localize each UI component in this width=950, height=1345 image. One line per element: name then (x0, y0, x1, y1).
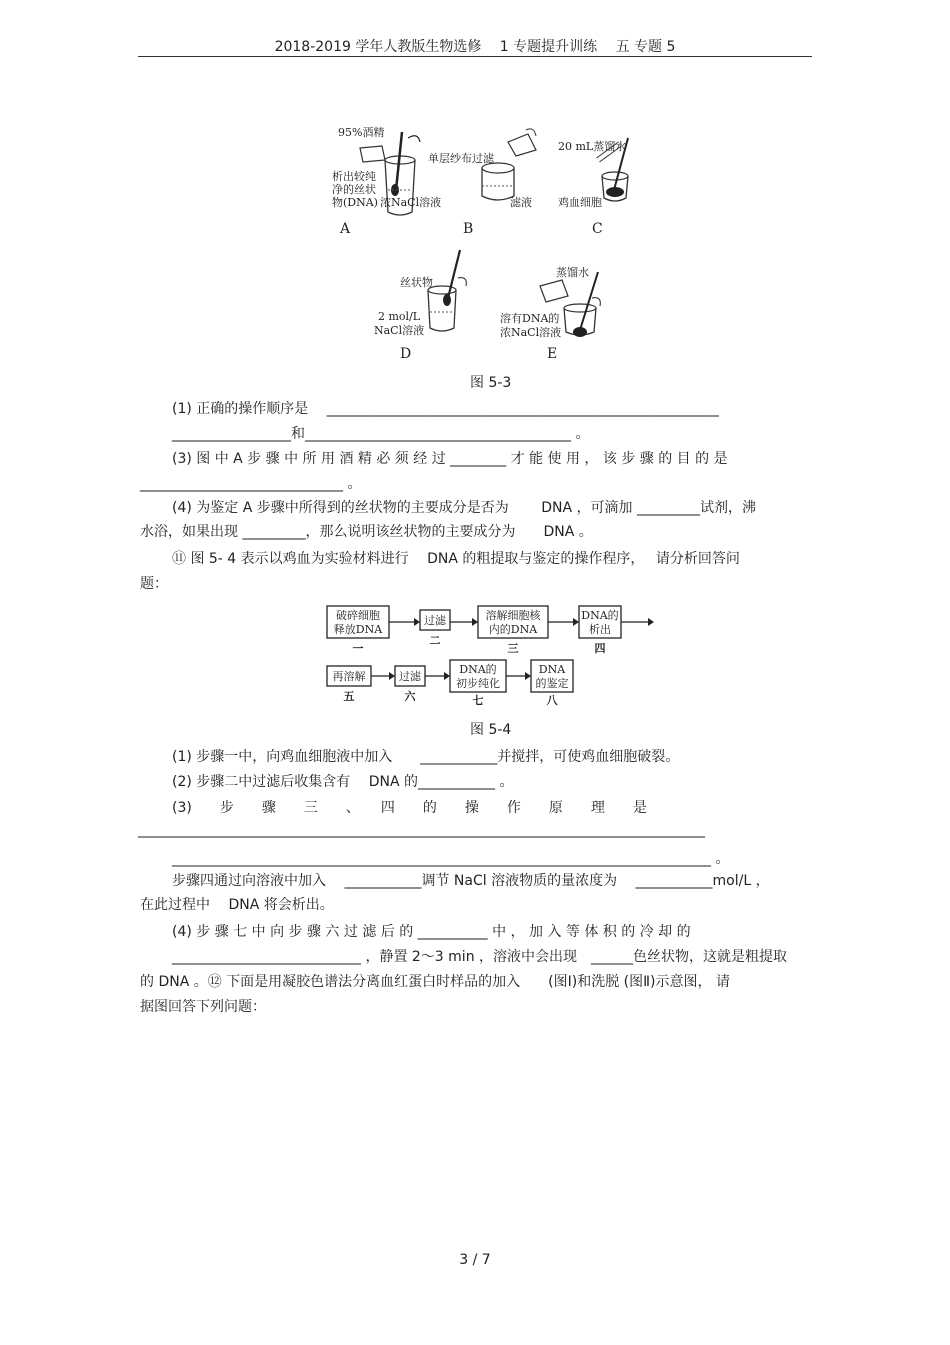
flow-arrowhead-6 (444, 672, 450, 680)
flow-step-5: 五 (343, 690, 355, 703)
figure-5-3-caption: 图 5-3 (470, 375, 512, 391)
flow-step-7: 七 (472, 694, 484, 707)
flow-box-6-line1: 过滤 (399, 670, 421, 683)
label-filter: 单层纱布过滤 (428, 152, 494, 165)
q11-q1: (1) 步骤一中，向鸡血细胞液中加入 ___________并搅拌，可使鸡血细胞破裂。 (172, 749, 680, 765)
flow-arrowhead-4 (648, 618, 654, 626)
flow-box-3-line2: 内的DNA (488, 623, 538, 636)
label-precip-1: 析出较纯 (332, 170, 376, 183)
flow-box-3-line1: 溶解细胞核 (485, 609, 541, 622)
flow-arrowhead-7 (525, 672, 531, 680)
q11-q4c: 的 DNA 。⑫ 下面是用凝胶色谱法分离血红蛋白时样品的加入 (图Ⅰ)和洗脱 (图Ⅱ)示意图， 请 (140, 974, 730, 990)
label-blood-cells: 鸡血细胞 (558, 196, 602, 209)
label-precip-2: 净的丝状 (332, 183, 376, 196)
q11-q4b: ___________________________ ，静置 2～3 min ，溶液中会出现 ______色丝状物，这就是粗提取 (172, 949, 788, 965)
page-header: 2018-2019 学年人教版生物选修 1 专题提升训练 五 专题 5 (274, 39, 676, 55)
flow-box-1-line1: 破碎细胞 (336, 609, 380, 622)
q53-3b: _____________________________ 。 (140, 476, 362, 492)
q11-q3: (3) 步 骤 三 、 四 的 操 作 原 理 是 (172, 800, 647, 816)
flow-arrowhead-5 (389, 672, 395, 680)
letter-e: E (547, 346, 558, 362)
flow-box-2-line1: 过滤 (424, 614, 446, 627)
flow-arrowhead-3 (573, 618, 579, 626)
panel-d-illustration (428, 250, 466, 331)
flow-box-5-line1: 再溶解 (332, 670, 366, 683)
q53-4b: 水浴，如果出现 _________，那么说明该丝状物的主要成分为 DNA 。 (140, 524, 593, 540)
q11-intro2: 题： (140, 576, 168, 592)
label-filtrate: 滤液 (510, 196, 532, 209)
flow-box-4-line1: DNA的 (581, 609, 619, 622)
letter-d: D (400, 346, 412, 362)
q11-q3b: _________________________________________________________________________________ (138, 822, 705, 838)
q53-1b: _________________和______________________________________ 。 (172, 426, 590, 442)
letter-b: B (463, 221, 474, 237)
label-e-nacl: 浓NaCl溶液 (500, 326, 562, 339)
q11-q2: (2) 步骤二中过滤后收集含有 DNA 的___________ 。 (172, 774, 514, 790)
flow-box-4-line2: 析出 (589, 623, 611, 636)
flow-step-1: 一 (352, 642, 364, 655)
q53-4: (4) 为鉴定 A 步骤中所得到的丝状物的主要成分是否为 DNA ，可滴加 _________试剂，沸 (172, 500, 756, 516)
flow-step-8: 八 (546, 694, 558, 707)
label-thread: 丝状物 (400, 276, 433, 289)
flow-box-8-line1: DNA (538, 663, 566, 676)
figure-5-4-caption: 图 5-4 (470, 722, 512, 738)
q11-q3e: 在此过程中 DNA 将会析出。 (140, 897, 334, 913)
label-precip-3: 物(DNA) (332, 196, 378, 209)
label-e-dna: 溶有DNA的 (500, 312, 560, 325)
q11-intro: ⑪ 图 5- 4 表示以鸡血为实验材料进行 DNA 的粗提取与鉴定的操作程序， 请分析回答问 (172, 551, 740, 567)
label-d-conc: 2 mol/L (378, 310, 421, 323)
flow-box-7-line2: 初步纯化 (456, 677, 500, 690)
flow-box-8-line2: 的鉴定 (535, 677, 569, 690)
q53-1: (1) 正确的操作顺序是 ________________________________________________________ (172, 401, 719, 417)
label-water-e: 蒸馏水 (556, 266, 589, 279)
q11-q4d: 据图回答下列问题： (140, 999, 266, 1015)
figure-5-3 (330, 120, 660, 365)
q53-3: (3) 图 中 A 步 骤 中 所 用 酒 精 必 须 经 过 ________ 才 能 使 用 ， 该 步 骤 的 目 的 是 (172, 451, 728, 467)
flow-arrowhead-2 (472, 618, 478, 626)
q11-q3c: _____________________________________________________________________________ 。 (172, 851, 730, 867)
flow-box-7-line1: DNA的 (459, 663, 497, 676)
header-rule (138, 56, 812, 57)
flow-step-3: 三 (507, 642, 519, 655)
q11-q4: (4) 步 骤 七 中 向 步 骤 六 过 滤 后 的 __________ 中 ， 加 入 等 体 积 的 冷 却 的 (172, 924, 691, 940)
label-water-c: 20 mL蒸馏水 (558, 140, 627, 153)
label-nacl-a: 浓NaCl溶液 (380, 196, 442, 209)
label-d-nacl: NaCl溶液 (374, 324, 425, 337)
flow-step-2: 二 (429, 634, 441, 647)
flow-arrowhead-1 (414, 618, 420, 626)
figure-5-4 (320, 600, 660, 710)
letter-c: C (592, 221, 603, 237)
flow-step-4: 四 (594, 642, 606, 655)
letter-a: A (340, 221, 351, 237)
flow-step-6: 六 (404, 690, 416, 703)
q11-q3d: 步骤四通过向溶液中加入 ___________调节 NaCl 溶液物质的量浓度为 ___________mol/L ， (172, 873, 770, 889)
page-number: 3 / 7 (459, 1252, 491, 1268)
label-alcohol: 95%酒精 (338, 126, 385, 139)
flow-box-1-line2: 释放DNA (333, 623, 383, 636)
